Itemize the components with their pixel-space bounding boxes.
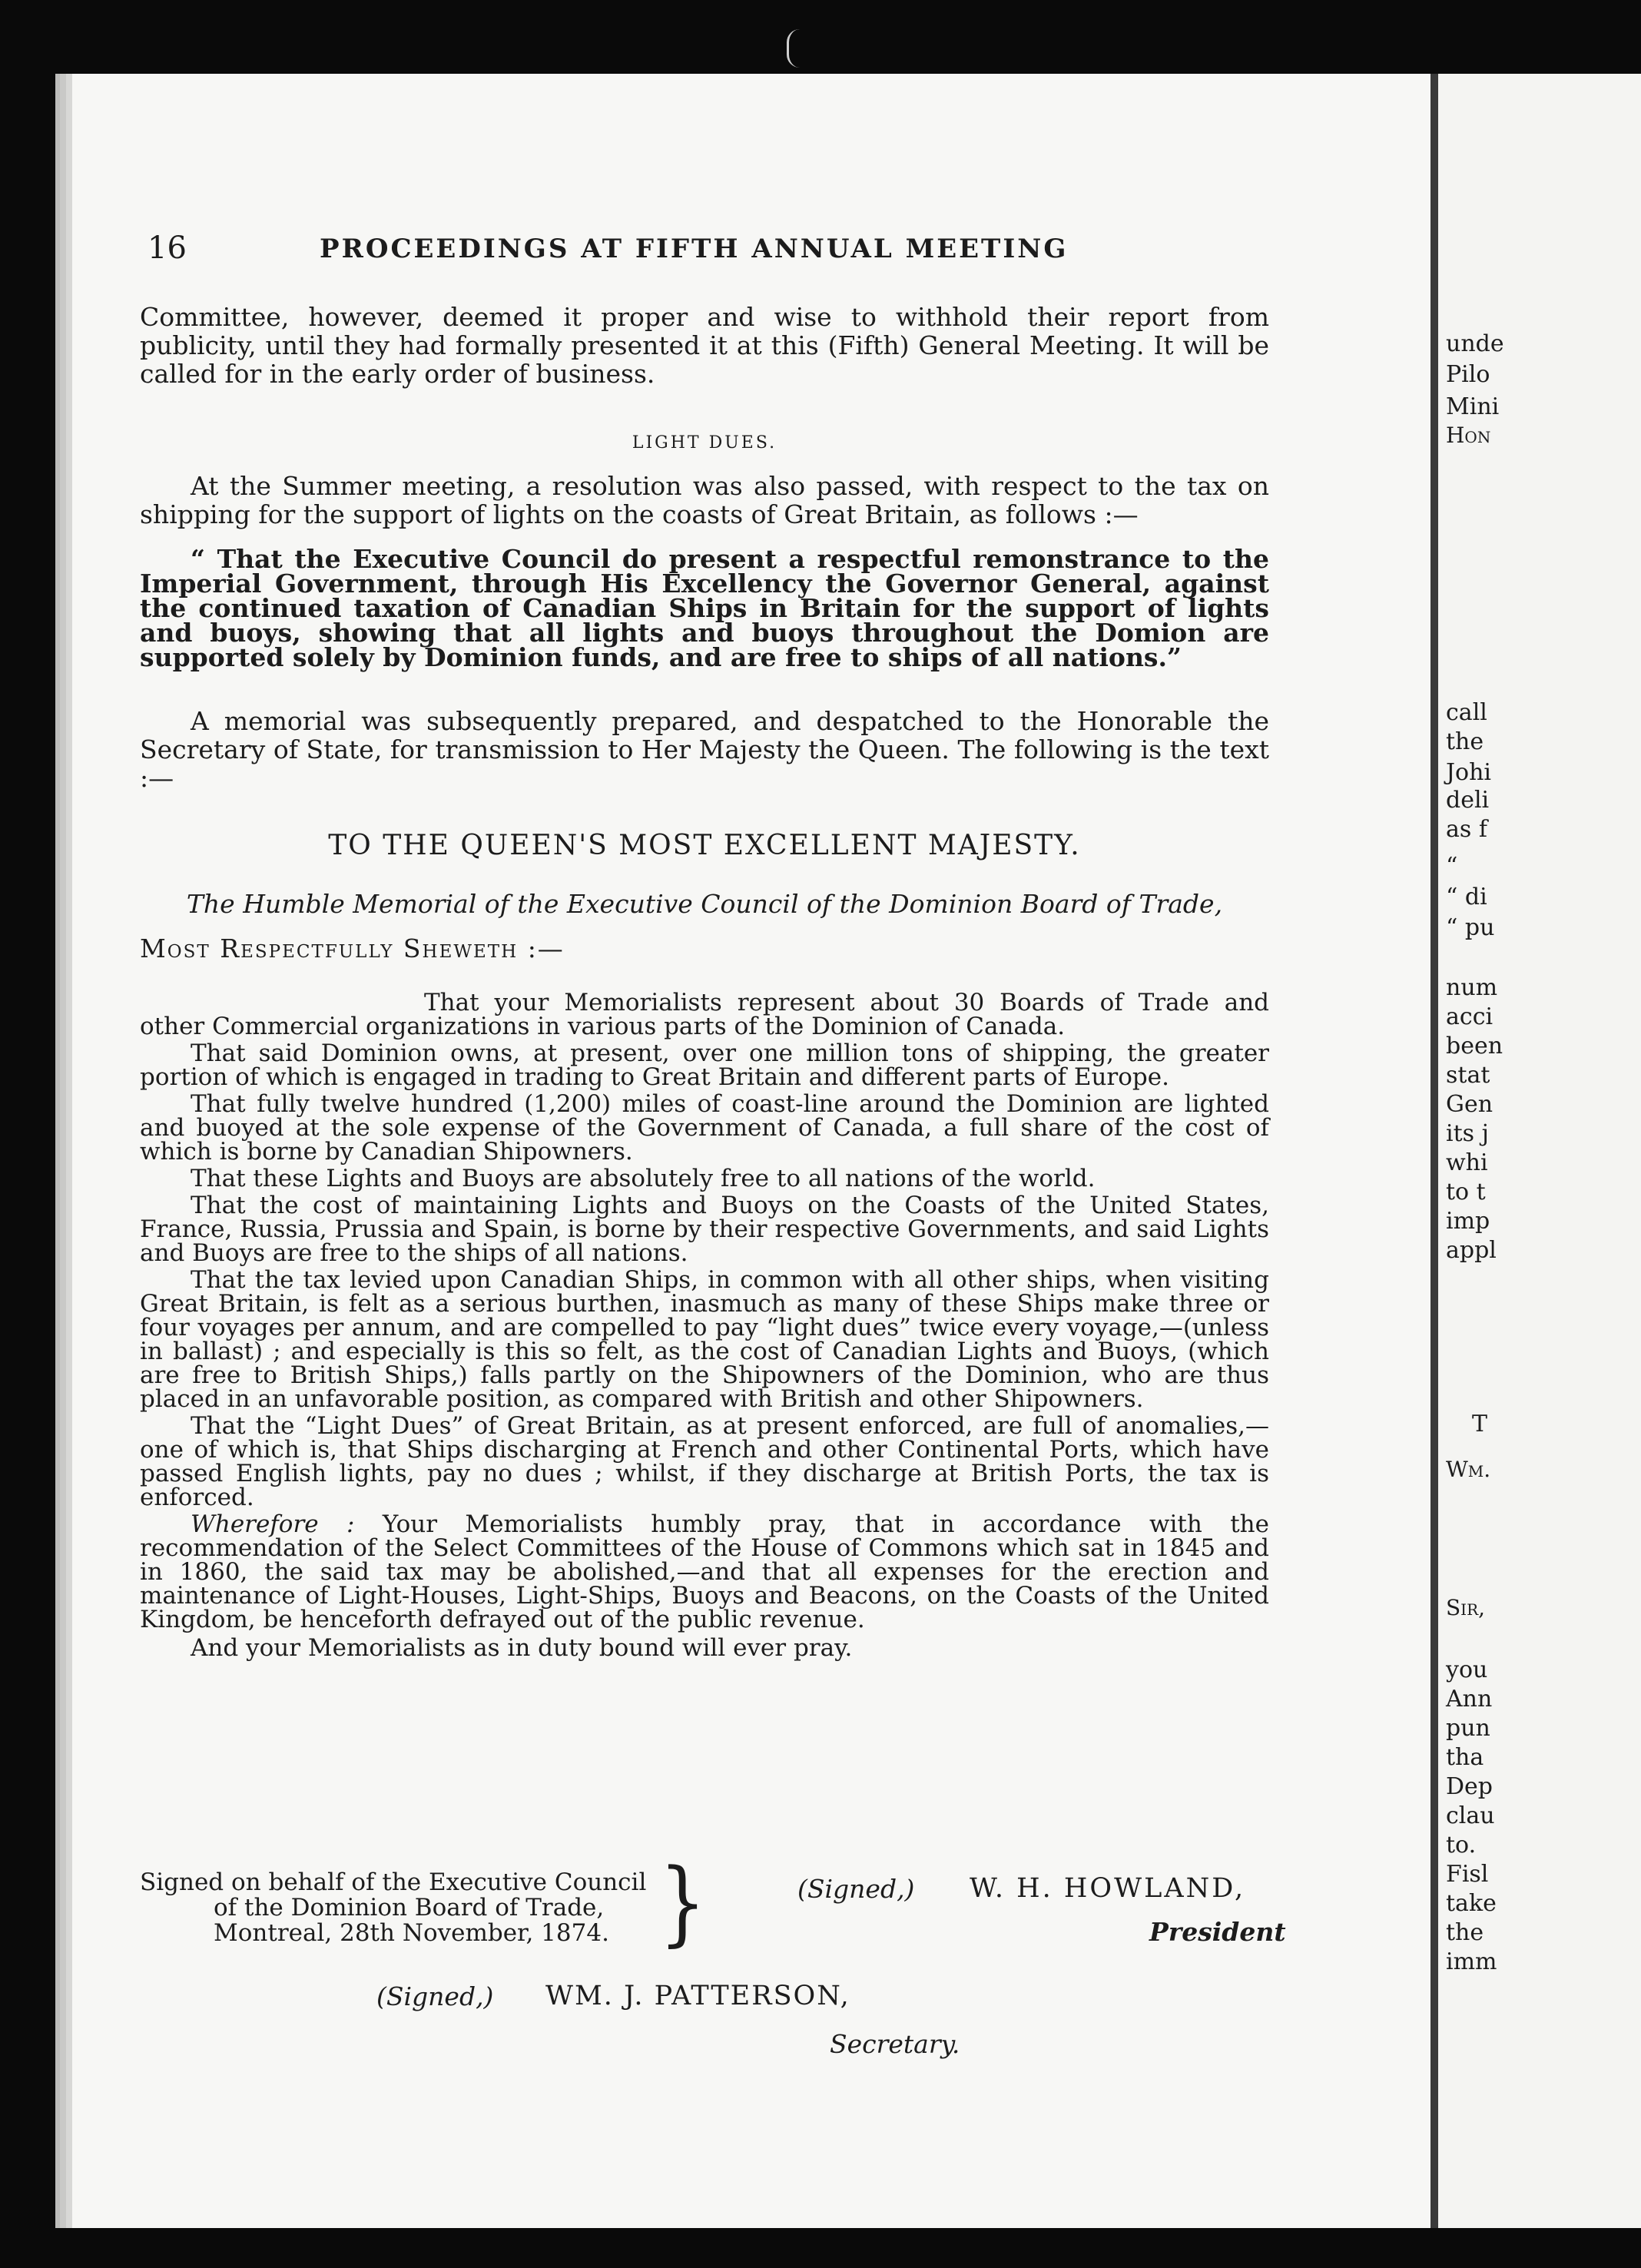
facing-page-fragment: Pilo: [1446, 361, 1490, 388]
wherefore-paragraph: [140, 1510, 1269, 1633]
facing-page-fragment: Johi: [1446, 759, 1492, 786]
signature-line: Montreal, 28th November, 1874.: [214, 1919, 609, 1947]
memorial-paragraph: That these Lights and Buoys are absolutely free to all nations of the world.: [191, 1165, 1096, 1192]
facing-page-fragment: “: [1446, 853, 1458, 880]
facing-page-fragment: pun: [1446, 1715, 1490, 1742]
running-head: [148, 230, 1269, 267]
facing-page-fragment: Gen: [1446, 1091, 1493, 1118]
facing-page-fragment: Dep: [1446, 1773, 1493, 1800]
facing-page-fragment: acci: [1446, 1003, 1493, 1030]
facing-page: [1430, 74, 1641, 2228]
facing-page-fragment: to t: [1446, 1179, 1486, 1205]
secretary-name: WM. J. PATTERSON,: [545, 1981, 850, 2011]
scan-border: [54, 2228, 1641, 2268]
intro-paragraph: Committee, however, deemed it proper and wise to withhold their report from publicity, until they had formally presented it at this (Fifth) General Meeting. It will be called for in the early order of business.: [140, 302, 1269, 389]
facing-page-fragment: as f: [1446, 816, 1487, 843]
wherefore-label: Wherefore :: [191, 1510, 355, 1538]
facing-page-fragment: its j: [1446, 1120, 1489, 1147]
subtitle-block: [140, 890, 1269, 918]
facing-page-fragment: Ann: [1446, 1686, 1493, 1713]
binding-mark: [787, 29, 800, 68]
memorial-paragraph: That fully twelve hundred (1,200) miles of coast-line around the Dominion are lighted and buoyed at the sole expense of the Government of Canada, a full share of the cost of which is borne by Canadian Shipowners.: [140, 1090, 1269, 1166]
memorial-paragraph: That your Memorialists represent about 30 Boards of Trade and other Commercial organizations in various parts of the Dominion of Canada.: [140, 989, 1269, 1040]
facing-page-fragment: to.: [1446, 1832, 1477, 1858]
facing-page-fragment: the: [1446, 728, 1484, 755]
memorial-paragraph: That the tax levied upon Canadian Ships, in common with all other ships, when visiting Great Britain, is felt as a serious burthen, inasmuch as many of these Ships make three or four voyages per annum, and are compelled to pay “light dues” twice every voyage,—(unless in ballast) ; and especially is this so felt, as the cost of Canadian Lights and Buoys, (which are free to British Ships,) falls partly on the Shipowners of the Dominion, who are thus placed in an unfavorable position, as compared with British and other Shipowners.: [140, 1266, 1269, 1413]
signature-line: of the Dominion Board of Trade,: [214, 1894, 605, 1922]
facing-page-fragment: T: [1472, 1411, 1488, 1437]
light-dues-heading-block: [140, 429, 1269, 457]
facing-page-fragment: call: [1446, 699, 1487, 726]
signed-on-behalf: [140, 1870, 662, 1946]
facing-page-fragment: Wm.: [1446, 1457, 1491, 1482]
facing-page-fragment: “ pu: [1446, 914, 1495, 941]
facing-page-fragment: deli: [1446, 787, 1490, 814]
facing-page-fragment: tha: [1446, 1744, 1484, 1771]
secretary-title: Secretary.: [830, 2029, 960, 2059]
facing-page-fragment: Mini: [1446, 393, 1500, 420]
summer-paragraph: At the Summer meeting, a resolution was also passed, with respect to the tax on shipping for the support of lights on the coasts of Great Britain, as follows :—: [140, 471, 1269, 529]
memorial-address: TO THE QUEEN'S MOST EXCELLENT MAJESTY.: [328, 830, 1081, 861]
resolution-block: [140, 544, 1269, 672]
brace-icon: }: [659, 1849, 707, 1956]
facing-page-fragment: appl: [1446, 1237, 1497, 1264]
memorial-paragraphs: [140, 991, 1269, 1663]
memorial-paragraph: That the cost of maintaining Lights and Buoys on the Coasts of the United States, France, Russia, Prussia and Spain, is borne by their respective Governments, and said Lights and Buoys are free to the ships of all nations.: [140, 1192, 1269, 1267]
facing-page-fragment: imm: [1446, 1948, 1497, 1975]
facing-page-fragment: “ di: [1446, 884, 1487, 910]
facing-page-fragment: Fisl: [1446, 1861, 1489, 1888]
memorial-intro-block: [140, 707, 1269, 792]
facing-page-fragment: you: [1446, 1656, 1488, 1683]
salutation-block: [140, 934, 1269, 963]
memorial-paragraph: That the “Light Dues” of Great Britain, as at present enforced, are full of anomalies,—one of which is, that Ships discharging at French and other Continental Ports, which have passed English lights, pay no dues ; whilst, if they discharge at British Ports, the tax is enforced.: [140, 1412, 1269, 1511]
facing-page-fragment: stat: [1446, 1062, 1490, 1089]
facing-page-fragment: the: [1446, 1919, 1484, 1946]
memorial-paragraph: That said Dominion owns, at present, over one million tons of shipping, the greater portion of which is engaged in trading to Great Britain and different parts of Europe.: [140, 1040, 1269, 1091]
memorial-subtitle: The Humble Memorial of the Executive Council of the Dominion Board of Trade,: [186, 889, 1223, 919]
facing-page-fragment: Sir,: [1446, 1595, 1486, 1620]
memorial-closing: And your Memorialists as in duty bound will ever pray.: [191, 1634, 853, 1662]
summer-block: [140, 472, 1269, 529]
facing-page-fragment: num: [1446, 974, 1498, 1001]
facing-page-fragment: imp: [1446, 1208, 1490, 1235]
facing-page-fragment: clau: [1446, 1802, 1495, 1829]
memorial-intro: A memorial was subsequently prepared, and despatched to the Honorable the Secretary of State, for transmission to Her Majesty the Queen. The following is the text :—: [140, 706, 1269, 793]
president-name: W. H. HOWLAND,: [970, 1873, 1246, 1904]
resolution-quote: “ That the Executive Council do present a respectful remonstrance to the Imperial Government, through His Excellency the Governor General, against the continued taxation of Canadian Ships in Britain for the support of lights and buoys, showing that all lights and buoys throughout the Domion are supported solely by Dominion funds, and are free to ships of all nations.”: [140, 544, 1269, 672]
facing-page-fragment: unde: [1446, 330, 1504, 357]
signature-line: Signed on behalf of the Executive Council: [140, 1868, 647, 1896]
page-number: 16: [148, 230, 187, 266]
signed-label: (Signed,): [797, 1874, 915, 1904]
address-block: [140, 831, 1269, 860]
running-title: PROCEEDINGS AT FIFTH ANNUAL MEETING: [320, 234, 1069, 264]
section-heading: LIGHT DUES.: [632, 433, 777, 453]
facing-page-fragment: whi: [1446, 1149, 1488, 1176]
facing-page-fragment: Hon: [1446, 423, 1491, 448]
signed-label: (Signed,): [376, 1981, 494, 2011]
intro-block: [140, 303, 1269, 388]
wherefore-text: Your Memorialists humbly pray, that in accordance with the recommendation of the Select Committees of the House of Commons which sat in 1845 and in 1860, the said tax may be abolished,—and that all expenses for the erection and maintenance of Light-Houses, Light-Ships, Buoys and Beacons, on the Coasts of the United Kingdom, be henceforth defrayed out of the public revenue.: [140, 1510, 1269, 1633]
facing-page-fragment: take: [1446, 1890, 1497, 1917]
facing-page-fragment: been: [1446, 1033, 1503, 1059]
memorial-salutation: Most Respectfully Sheweth :—: [140, 933, 565, 963]
president-title: President: [1149, 1917, 1286, 1947]
